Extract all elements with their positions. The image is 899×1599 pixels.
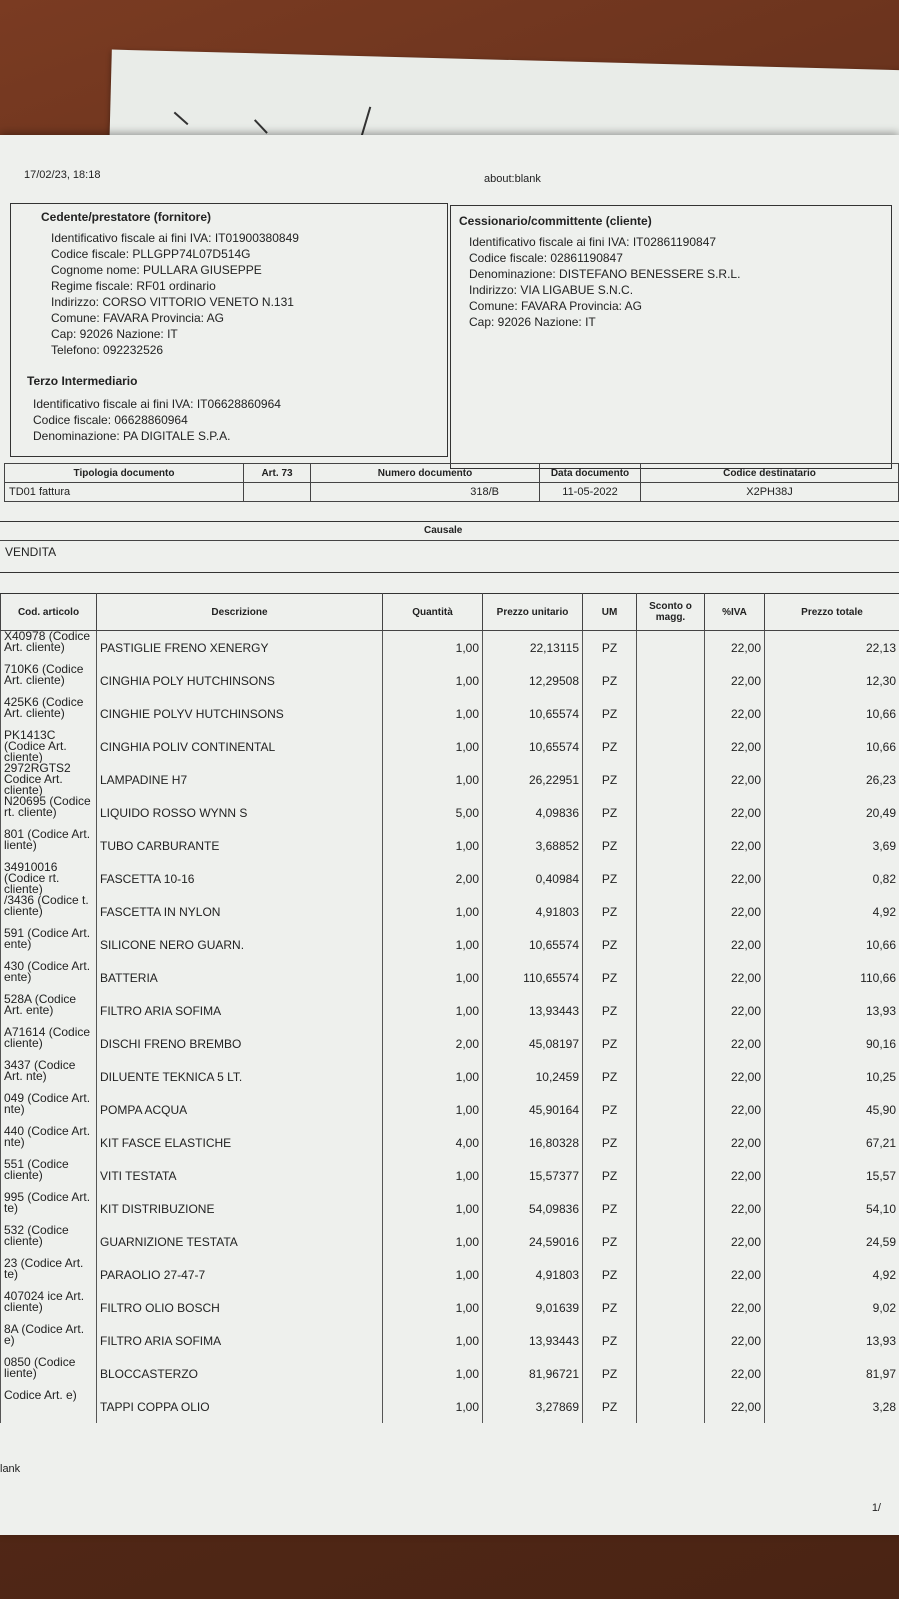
table-row	[1, 1357, 899, 1390]
h-numero: Numero documento	[311, 464, 540, 483]
item-code: 34910016 (Codice rt. cliente)	[1, 862, 97, 895]
item-description: KIT DISTRIBUZIONE	[97, 1192, 383, 1225]
item-unit-price: 4,09836	[483, 796, 583, 829]
item-vat: 22,00	[705, 1357, 765, 1390]
table-row	[1, 1159, 899, 1192]
items-table	[0, 593, 899, 1423]
table-row	[1, 895, 899, 928]
cedente-box	[10, 203, 448, 457]
item-discount	[637, 1357, 705, 1390]
item-quantity: 1,00	[383, 730, 483, 763]
item-total: 20,49	[765, 796, 899, 829]
item-vat: 22,00	[705, 1390, 765, 1423]
item-code: 8A (Codice Art. e)	[1, 1324, 97, 1357]
item-description: GUARNIZIONE TESTATA	[97, 1225, 383, 1258]
item-code: X40978 (Codice Art. cliente)	[1, 631, 97, 665]
item-unit: PZ	[583, 1060, 637, 1093]
item-vat: 22,00	[705, 895, 765, 928]
item-code: 407024 ice Art. cliente)	[1, 1291, 97, 1324]
table-row	[1, 1324, 899, 1357]
item-discount	[637, 1192, 705, 1225]
item-discount	[637, 862, 705, 895]
item-quantity: 1,00	[383, 631, 483, 665]
item-quantity: 1,00	[383, 1159, 483, 1192]
cedente-lines	[51, 230, 299, 358]
items-body	[1, 631, 899, 1424]
item-quantity: 1,00	[383, 763, 483, 796]
item-unit-price: 10,65574	[483, 928, 583, 961]
h-tipologia: Tipologia documento	[5, 464, 244, 483]
item-unit-price: 26,22951	[483, 763, 583, 796]
col-cod: Cod. articolo	[1, 594, 97, 631]
item-discount	[637, 994, 705, 1027]
codice-value: X2PH38J	[641, 483, 899, 502]
item-discount	[637, 1159, 705, 1192]
table-row	[1, 1291, 899, 1324]
item-description: FILTRO OLIO BOSCH	[97, 1291, 383, 1324]
item-code: 801 (Codice Art. liente)	[1, 829, 97, 862]
h-codice: Codice destinatario	[641, 464, 899, 483]
item-unit-price: 4,91803	[483, 895, 583, 928]
item-discount	[637, 1258, 705, 1291]
item-total: 3,69	[765, 829, 899, 862]
item-unit-price: 3,27869	[483, 1390, 583, 1423]
item-unit: PZ	[583, 994, 637, 1027]
cedente-line: Cap: 92026 Nazione: IT	[51, 327, 178, 341]
item-unit: PZ	[583, 1192, 637, 1225]
invoice-page	[0, 135, 899, 1535]
item-unit-price: 81,96721	[483, 1357, 583, 1390]
item-total: 15,57	[765, 1159, 899, 1192]
table-row	[1, 862, 899, 895]
table-row	[1, 1093, 899, 1126]
item-quantity: 1,00	[383, 1357, 483, 1390]
item-total: 22,13	[765, 631, 899, 665]
item-unit: PZ	[583, 796, 637, 829]
item-total: 54,10	[765, 1192, 899, 1225]
item-description: BATTERIA	[97, 961, 383, 994]
cessionario-line: Cap: 92026 Nazione: IT	[469, 315, 596, 329]
table-row	[1, 1258, 899, 1291]
item-total: 45,90	[765, 1093, 899, 1126]
item-quantity: 1,00	[383, 697, 483, 730]
item-vat: 22,00	[705, 1126, 765, 1159]
footer-page: 1/	[871, 1502, 881, 1514]
cessionario-lines	[469, 234, 740, 330]
item-quantity: 1,00	[383, 1258, 483, 1291]
item-code: 710K6 (Codice Art. cliente)	[1, 664, 97, 697]
item-discount	[637, 763, 705, 796]
table-row	[1, 994, 899, 1027]
item-quantity: 2,00	[383, 1027, 483, 1060]
item-discount	[637, 1093, 705, 1126]
item-quantity: 1,00	[383, 994, 483, 1027]
item-vat: 22,00	[705, 1027, 765, 1060]
table-row	[1, 1390, 899, 1423]
item-total: 13,93	[765, 994, 899, 1027]
item-unit-price: 12,29508	[483, 664, 583, 697]
item-description: SILICONE NERO GUARN.	[97, 928, 383, 961]
cedente-line: Telefono: 092232526	[51, 343, 164, 357]
item-vat: 22,00	[705, 1192, 765, 1225]
item-code: 430 (Codice Art. ente)	[1, 961, 97, 994]
item-total: 26,23	[765, 763, 899, 796]
item-description: CINGHIA POLY HUTCHINSONS	[97, 664, 383, 697]
item-description: CINGHIE POLYV HUTCHINSONS	[97, 697, 383, 730]
table-row	[1, 664, 899, 697]
item-unit: PZ	[583, 961, 637, 994]
item-unit: PZ	[583, 1258, 637, 1291]
cessionario-line: Codice fiscale: 02861190847	[469, 251, 623, 265]
item-discount	[637, 1060, 705, 1093]
item-code: 049 (Codice Art. nte)	[1, 1093, 97, 1126]
item-description: LAMPADINE H7	[97, 763, 383, 796]
item-unit: PZ	[583, 895, 637, 928]
item-code: Codice Art. e)	[1, 1390, 97, 1423]
item-unit-price: 3,68852	[483, 829, 583, 862]
item-code: 528A (Codice Art. ente)	[1, 994, 97, 1027]
h-art73: Art. 73	[244, 464, 311, 483]
item-total: 24,59	[765, 1225, 899, 1258]
item-discount	[637, 631, 705, 665]
table-row	[1, 1060, 899, 1093]
item-total: 81,97	[765, 1357, 899, 1390]
item-total: 10,66	[765, 730, 899, 763]
item-vat: 22,00	[705, 1159, 765, 1192]
item-discount	[637, 895, 705, 928]
item-quantity: 1,00	[383, 1324, 483, 1357]
item-unit: PZ	[583, 1390, 637, 1423]
item-description: TUBO CARBURANTE	[97, 829, 383, 862]
item-unit: PZ	[583, 1093, 637, 1126]
item-quantity: 1,00	[383, 1192, 483, 1225]
item-unit-price: 45,08197	[483, 1027, 583, 1060]
causale-value: VENDITA	[5, 545, 57, 559]
item-vat: 22,00	[705, 1225, 765, 1258]
item-unit-price: 10,65574	[483, 697, 583, 730]
item-unit-price: 0,40984	[483, 862, 583, 895]
item-total: 10,25	[765, 1060, 899, 1093]
item-unit: PZ	[583, 928, 637, 961]
pen-mark	[361, 107, 371, 136]
col-desc: Descrizione	[97, 594, 383, 631]
item-description: PASTIGLIE FRENO XENERGY	[97, 631, 383, 665]
terzo-line: Denominazione: PA DIGITALE S.P.A.	[33, 429, 231, 443]
item-code: 23 (Codice Art. te)	[1, 1258, 97, 1291]
item-quantity: 1,00	[383, 1060, 483, 1093]
item-vat: 22,00	[705, 1324, 765, 1357]
item-description: FASCETTA 10-16	[97, 862, 383, 895]
pen-mark	[254, 119, 268, 133]
item-quantity: 1,00	[383, 1093, 483, 1126]
item-discount	[637, 796, 705, 829]
table-row	[1, 1225, 899, 1258]
item-discount	[637, 730, 705, 763]
item-unit: PZ	[583, 1159, 637, 1192]
item-unit-price: 4,91803	[483, 1258, 583, 1291]
item-code: A71614 (Codice cliente)	[1, 1027, 97, 1060]
item-unit: PZ	[583, 763, 637, 796]
col-price: Prezzo unitario	[483, 594, 583, 631]
item-description: DISCHI FRENO BREMBO	[97, 1027, 383, 1060]
item-quantity: 5,00	[383, 796, 483, 829]
item-vat: 22,00	[705, 961, 765, 994]
item-quantity: 1,00	[383, 928, 483, 961]
item-code: 551 (Codice cliente)	[1, 1159, 97, 1192]
item-discount	[637, 1390, 705, 1423]
item-quantity: 1,00	[383, 1225, 483, 1258]
item-code: 0850 (Codice liente)	[1, 1357, 97, 1390]
table-row	[1, 763, 899, 796]
item-code: 2972RGTS2 Codice Art. cliente)	[1, 763, 97, 796]
item-total: 13,93	[765, 1324, 899, 1357]
item-vat: 22,00	[705, 796, 765, 829]
item-vat: 22,00	[705, 697, 765, 730]
item-unit: PZ	[583, 1027, 637, 1060]
item-vat: 22,00	[705, 730, 765, 763]
item-quantity: 1,00	[383, 829, 483, 862]
cessionario-title: Cessionario/committente (cliente)	[459, 214, 652, 228]
table-row	[1, 1126, 899, 1159]
cessionario-box	[450, 205, 892, 469]
item-description: VITI TESTATA	[97, 1159, 383, 1192]
cedente-line: Identificativo fiscale ai fini IVA: IT01900380849	[51, 231, 299, 245]
item-quantity: 1,00	[383, 664, 483, 697]
causale-header: Causale	[424, 525, 463, 536]
item-total: 9,02	[765, 1291, 899, 1324]
item-unit: PZ	[583, 1324, 637, 1357]
item-description: PARAOLIO 27-47-7	[97, 1258, 383, 1291]
item-vat: 22,00	[705, 1060, 765, 1093]
item-unit-price: 110,65574	[483, 961, 583, 994]
pen-mark	[174, 112, 189, 125]
terzo-title: Terzo Intermediario	[27, 374, 138, 388]
item-code: PK1413C (Codice Art. cliente)	[1, 730, 97, 763]
item-total: 10,66	[765, 928, 899, 961]
cessionario-line: Identificativo fiscale ai fini IVA: IT02861190847	[469, 235, 717, 249]
items-header-row	[1, 594, 899, 631]
item-code: N20695 (Codice rt. cliente)	[1, 796, 97, 829]
item-discount	[637, 1126, 705, 1159]
item-code: 3437 (Codice Art. nte)	[1, 1060, 97, 1093]
item-unit-price: 22,13115	[483, 631, 583, 665]
table-row	[1, 730, 899, 763]
item-quantity: 1,00	[383, 961, 483, 994]
item-total: 10,66	[765, 697, 899, 730]
cedente-line: Comune: FAVARA Provincia: AG	[51, 311, 224, 325]
item-description: DILUENTE TEKNICA 5 LT.	[97, 1060, 383, 1093]
item-vat: 22,00	[705, 763, 765, 796]
item-code: /3436 (Codice t. cliente)	[1, 895, 97, 928]
item-unit: PZ	[583, 1126, 637, 1159]
h-data: Data documento	[540, 464, 641, 483]
print-url: about:blank	[484, 173, 541, 185]
item-unit: PZ	[583, 1291, 637, 1324]
item-quantity: 4,00	[383, 1126, 483, 1159]
cessionario-line: Comune: FAVARA Provincia: AG	[469, 299, 642, 313]
item-vat: 22,00	[705, 994, 765, 1027]
item-quantity: 1,00	[383, 1390, 483, 1423]
item-description: LIQUIDO ROSSO WYNN S	[97, 796, 383, 829]
item-description: CINGHIA POLIV CONTINENTAL	[97, 730, 383, 763]
item-total: 4,92	[765, 1258, 899, 1291]
item-unit: PZ	[583, 697, 637, 730]
item-unit: PZ	[583, 862, 637, 895]
cedente-line: Indirizzo: CORSO VITTORIO VENETO N.131	[51, 295, 294, 309]
cedente-line: Codice fiscale: PLLGPP74L07D514G	[51, 247, 251, 261]
numero-value: 318/B	[311, 483, 540, 502]
item-discount	[637, 928, 705, 961]
table-row	[1, 796, 899, 829]
item-code: 591 (Codice Art. ente)	[1, 928, 97, 961]
item-total: 3,28	[765, 1390, 899, 1423]
item-unit: PZ	[583, 631, 637, 665]
item-total: 12,30	[765, 664, 899, 697]
table-row	[1, 697, 899, 730]
item-quantity: 1,00	[383, 1291, 483, 1324]
item-discount	[637, 1225, 705, 1258]
table-row	[1, 928, 899, 961]
document-info-table	[4, 463, 899, 502]
item-code: 532 (Codice cliente)	[1, 1225, 97, 1258]
item-vat: 22,00	[705, 1291, 765, 1324]
item-discount	[637, 697, 705, 730]
item-vat: 22,00	[705, 1093, 765, 1126]
item-description: FILTRO ARIA SOFIMA	[97, 994, 383, 1027]
item-description: KIT FASCE ELASTICHE	[97, 1126, 383, 1159]
item-vat: 22,00	[705, 664, 765, 697]
tipologia-value: TD01 fattura	[5, 483, 244, 502]
item-discount	[637, 1027, 705, 1060]
item-unit-price: 15,57377	[483, 1159, 583, 1192]
item-vat: 22,00	[705, 1258, 765, 1291]
item-unit-price: 54,09836	[483, 1192, 583, 1225]
item-vat: 22,00	[705, 829, 765, 862]
item-quantity: 1,00	[383, 895, 483, 928]
terzo-line: Identificativo fiscale ai fini IVA: IT06628860964	[33, 397, 281, 411]
print-datetime: 17/02/23, 18:18	[24, 169, 101, 181]
item-code: 440 (Codice Art. nte)	[1, 1126, 97, 1159]
item-description: FASCETTA IN NYLON	[97, 895, 383, 928]
cedente-title: Cedente/prestatore (fornitore)	[41, 210, 212, 224]
item-description: TAPPI COPPA OLIO	[97, 1390, 383, 1423]
item-total: 4,92	[765, 895, 899, 928]
item-unit: PZ	[583, 1357, 637, 1390]
item-unit-price: 24,59016	[483, 1225, 583, 1258]
cessionario-line: Denominazione: DISTEFANO BENESSERE S.R.L.	[469, 267, 741, 281]
item-vat: 22,00	[705, 631, 765, 665]
col-total: Prezzo totale	[765, 594, 899, 631]
item-discount	[637, 961, 705, 994]
table-row	[1, 1192, 899, 1225]
item-discount	[637, 829, 705, 862]
item-unit-price: 9,01639	[483, 1291, 583, 1324]
item-code: 425K6 (Codice Art. cliente)	[1, 697, 97, 730]
art73-value	[244, 483, 311, 502]
item-quantity: 2,00	[383, 862, 483, 895]
causale-box	[0, 521, 899, 573]
col-qty: Quantità	[383, 594, 483, 631]
item-vat: 22,00	[705, 862, 765, 895]
item-unit: PZ	[583, 829, 637, 862]
item-code: 995 (Codice Art. te)	[1, 1192, 97, 1225]
table-row	[1, 961, 899, 994]
item-total: 0,82	[765, 862, 899, 895]
item-discount	[637, 664, 705, 697]
col-um: UM	[583, 594, 637, 631]
item-unit: PZ	[583, 664, 637, 697]
cessionario-line: Indirizzo: VIA LIGABUE S.N.C.	[469, 283, 634, 297]
item-total: 110,66	[765, 961, 899, 994]
item-discount	[637, 1291, 705, 1324]
terzo-lines	[33, 396, 281, 444]
col-iva: %IVA	[705, 594, 765, 631]
item-unit: PZ	[583, 730, 637, 763]
item-discount	[637, 1324, 705, 1357]
footer-left: lank	[0, 1463, 21, 1475]
terzo-line: Codice fiscale: 06628860964	[33, 413, 188, 427]
item-description: BLOCCASTERZO	[97, 1357, 383, 1390]
item-vat: 22,00	[705, 928, 765, 961]
table-row	[1, 1027, 899, 1060]
cedente-line: Cognome nome: PULLARA GIUSEPPE	[51, 263, 262, 277]
item-unit-price: 45,90164	[483, 1093, 583, 1126]
cedente-line: Regime fiscale: RF01 ordinario	[51, 279, 216, 293]
col-sconto: Sconto o magg.	[637, 594, 705, 631]
data-value: 11-05-2022	[540, 483, 641, 502]
item-unit-price: 10,65574	[483, 730, 583, 763]
item-unit-price: 13,93443	[483, 994, 583, 1027]
item-description: POMPA ACQUA	[97, 1093, 383, 1126]
item-unit-price: 13,93443	[483, 1324, 583, 1357]
table-row	[1, 829, 899, 862]
item-unit-price: 16,80328	[483, 1126, 583, 1159]
table-row	[1, 631, 899, 665]
item-unit-price: 10,2459	[483, 1060, 583, 1093]
item-total: 67,21	[765, 1126, 899, 1159]
item-total: 90,16	[765, 1027, 899, 1060]
item-description: FILTRO ARIA SOFIMA	[97, 1324, 383, 1357]
item-unit: PZ	[583, 1225, 637, 1258]
